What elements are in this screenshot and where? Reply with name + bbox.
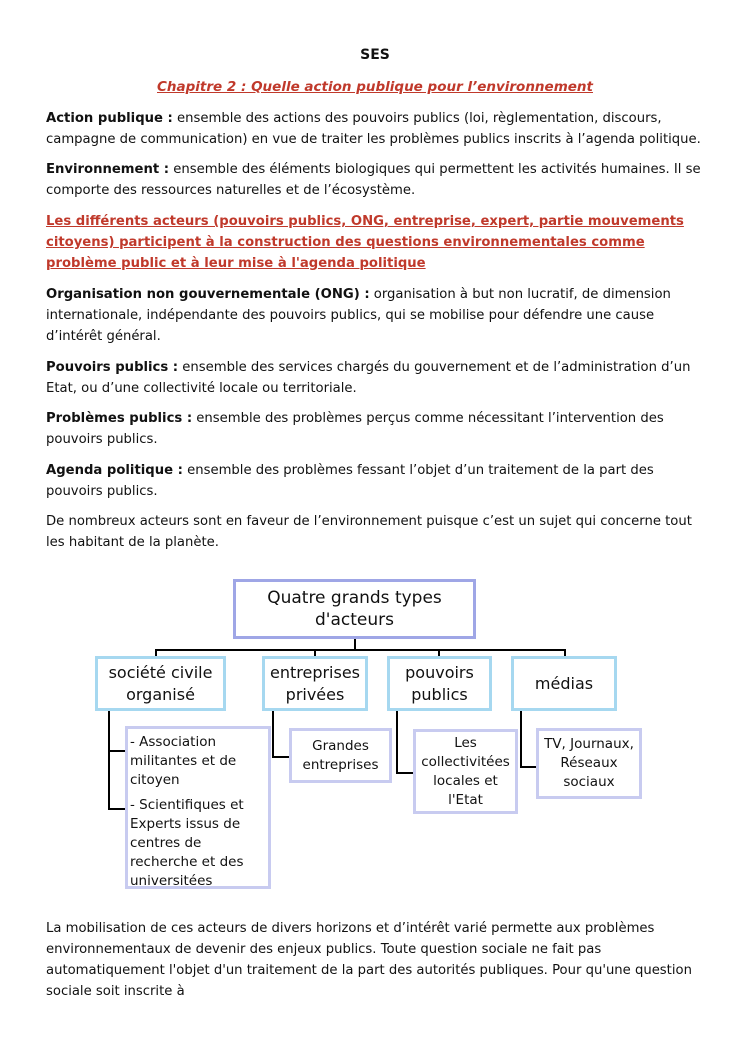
connector-entreprises-h [272, 756, 290, 758]
text-action-publique: ensemble des actions des pouvoirs publics (loi, règlementation, discours, campagne de communication) en vue de traiter les problèmes publics inscrits à l’agenda politique. [46, 111, 701, 147]
detail-pouvoirs-publics: Les collectivitées locales et l'Etat [413, 729, 518, 814]
definition-problemes-publics [46, 408, 708, 450]
diagram-intro: De nombreux acteurs sont en faveur de l’environnement puisque c’est un sujet qui concerne tout les habitant de la planète. [46, 514, 692, 550]
term-pouvoirs-publics: Pouvoirs publics : [46, 360, 179, 375]
key-idea: Les différents acteurs (pouvoirs publics, ONG, entreprise, expert, partie mouvements citoyens) participent à la construction des questions environnementales comme problème public et à leur mise à l'agenda politique [46, 214, 684, 271]
definition-agenda-politique [46, 460, 708, 502]
definition-action-publique [46, 108, 708, 150]
definition-pouvoirs-publics [46, 357, 708, 399]
connector-pouvoirs-h [396, 772, 414, 774]
connector-medias-vertical [520, 709, 522, 767]
category-medias: médias [511, 656, 617, 711]
term-ong: Organisation non gouvernementale (ONG) : [46, 287, 370, 302]
text-environnement: ensemble des éléments biologiques qui permettent les activités humaines. Il se comporte des ressources naturelles et de l’écosystème. [46, 162, 701, 198]
connector-societe-2 [108, 808, 126, 810]
connector-entreprises-vertical [272, 711, 274, 757]
category-societe-civile: société civile organisé [95, 656, 226, 711]
connector-societe-1 [108, 750, 126, 752]
conclusion-paragraph: La mobilisation de ces acteurs de divers horizons et d’intérêt varié permette aux problèmes environnementaux de devenir des enjeux publics. Toute question sociale ne fait pas automatiquement l'objet d'un traitement de la part des autorités publiques. Pour qu'une question sociale soit inscrite à [46, 921, 692, 999]
detail-societe-civile [125, 726, 271, 889]
diagram-root: Quatre grands types d'acteurs [233, 579, 476, 639]
term-problemes-publics: Problèmes publics : [46, 411, 193, 426]
detail-medias: TV, Journaux, Réseaux sociaux [536, 728, 642, 799]
term-agenda-politique: Agenda politique : [46, 463, 183, 478]
text-ong: organisation à but non lucratif, de dimension internationale, indépendante des pouvoirs publics, qui se mobilise pour défendre une cause d’intérêt général. [46, 287, 671, 344]
detail-entreprises: Grandes entreprises [289, 728, 392, 783]
page-title: SES [360, 47, 390, 63]
definition-ong [46, 284, 708, 347]
term-environnement: Environnement : [46, 162, 170, 177]
category-pouvoirs-publics: pouvoirs publics [387, 656, 492, 711]
text-pouvoirs-publics: ensemble des services chargés du gouvernement et de l’administration d’un Etat, ou d’une collectivité locale ou territoriale. [46, 360, 691, 396]
detail-associations: - Association militantes et de citoyen [130, 734, 237, 788]
detail-scientifiques: - Scientifiques et Experts issus de centres de recherche et des universitées [130, 797, 244, 889]
definition-environnement [46, 159, 708, 201]
connector-horizontal [155, 649, 565, 651]
connector-pouvoirs-vertical [396, 709, 398, 773]
term-action-publique: Action publique : [46, 111, 173, 126]
category-entreprises: entreprises privées [262, 656, 368, 711]
text-agenda-politique: ensemble des problèmes fessant l’objet d’un traitement de la part des pouvoirs publics. [46, 463, 654, 499]
text-problemes-publics: ensemble des problèmes perçus comme nécessitant l’intervention des pouvoirs publics. [46, 411, 664, 447]
connector-societe-vertical [108, 709, 110, 809]
chapter-title: Chapitre 2 : Quelle action publique pour l’environnement [157, 79, 593, 95]
